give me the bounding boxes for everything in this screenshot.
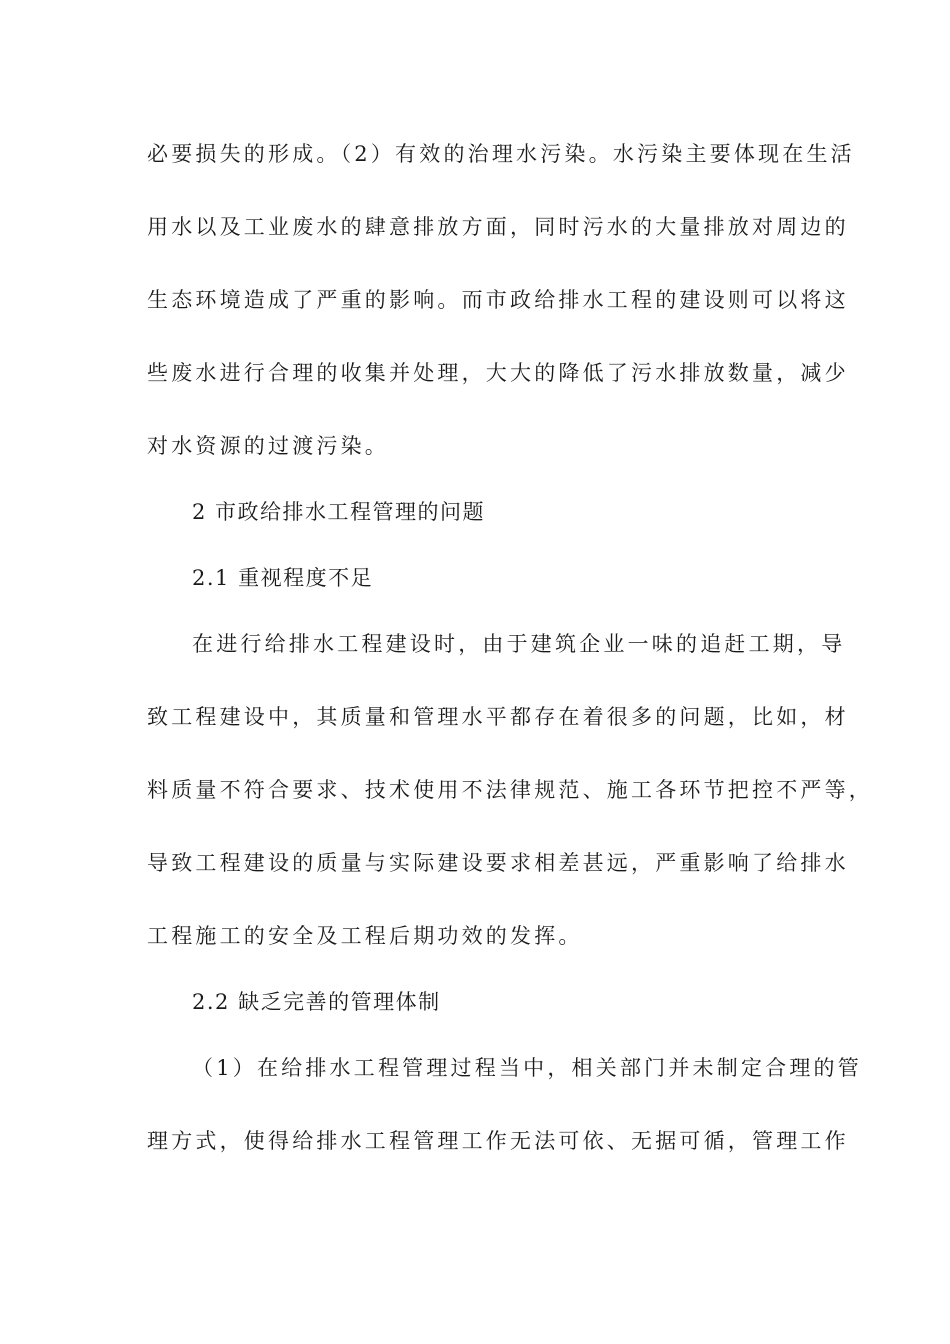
paragraph-line-3: 生态环境造成了严重的影响。而市政给排水工程的建设则可以将这 — [147, 288, 849, 312]
paragraph-line-11: （1）在给排水工程管理过程当中，相关部门并未制定合理的管 — [192, 1056, 862, 1080]
paragraph-line-10: 工程施工的安全及工程后期功效的发挥。 — [147, 924, 583, 948]
subsection-heading-2-2: 2.2 缺乏完善的管理体制 — [192, 990, 441, 1014]
subsection-heading-2-1: 2.1 重视程度不足 — [192, 566, 374, 590]
paragraph-line-8: 料质量不符合要求、技术使用不法律规范、施工各环节把控不严等， — [147, 778, 873, 802]
paragraph-line-9: 导致工程建设的质量与实际建设要求相差甚远，严重影响了给排水 — [147, 851, 849, 875]
paragraph-line-1: 必要损失的形成。（2）有效的治理水污染。水污染主要体现在生活 — [147, 142, 855, 166]
paragraph-line-4: 些废水进行合理的收集并处理，大大的降低了污水排放数量，减少 — [147, 361, 849, 385]
paragraph-line-12: 理方式，使得给排水工程管理工作无法可依、无据可循，管理工作 — [147, 1129, 849, 1153]
paragraph-line-5: 对水资源的过渡污染。 — [147, 434, 389, 458]
paragraph-line-6: 在进行给排水工程建设时，由于建筑企业一味的追赶工期，导 — [192, 632, 846, 656]
section-heading-2: 2 市政给排水工程管理的问题 — [192, 500, 486, 524]
paragraph-line-7: 致工程建设中，其质量和管理水平都存在着很多的问题，比如，材 — [147, 705, 849, 729]
paragraph-line-2: 用水以及工业废水的肆意排放方面，同时污水的大量排放对周边的 — [147, 215, 849, 239]
